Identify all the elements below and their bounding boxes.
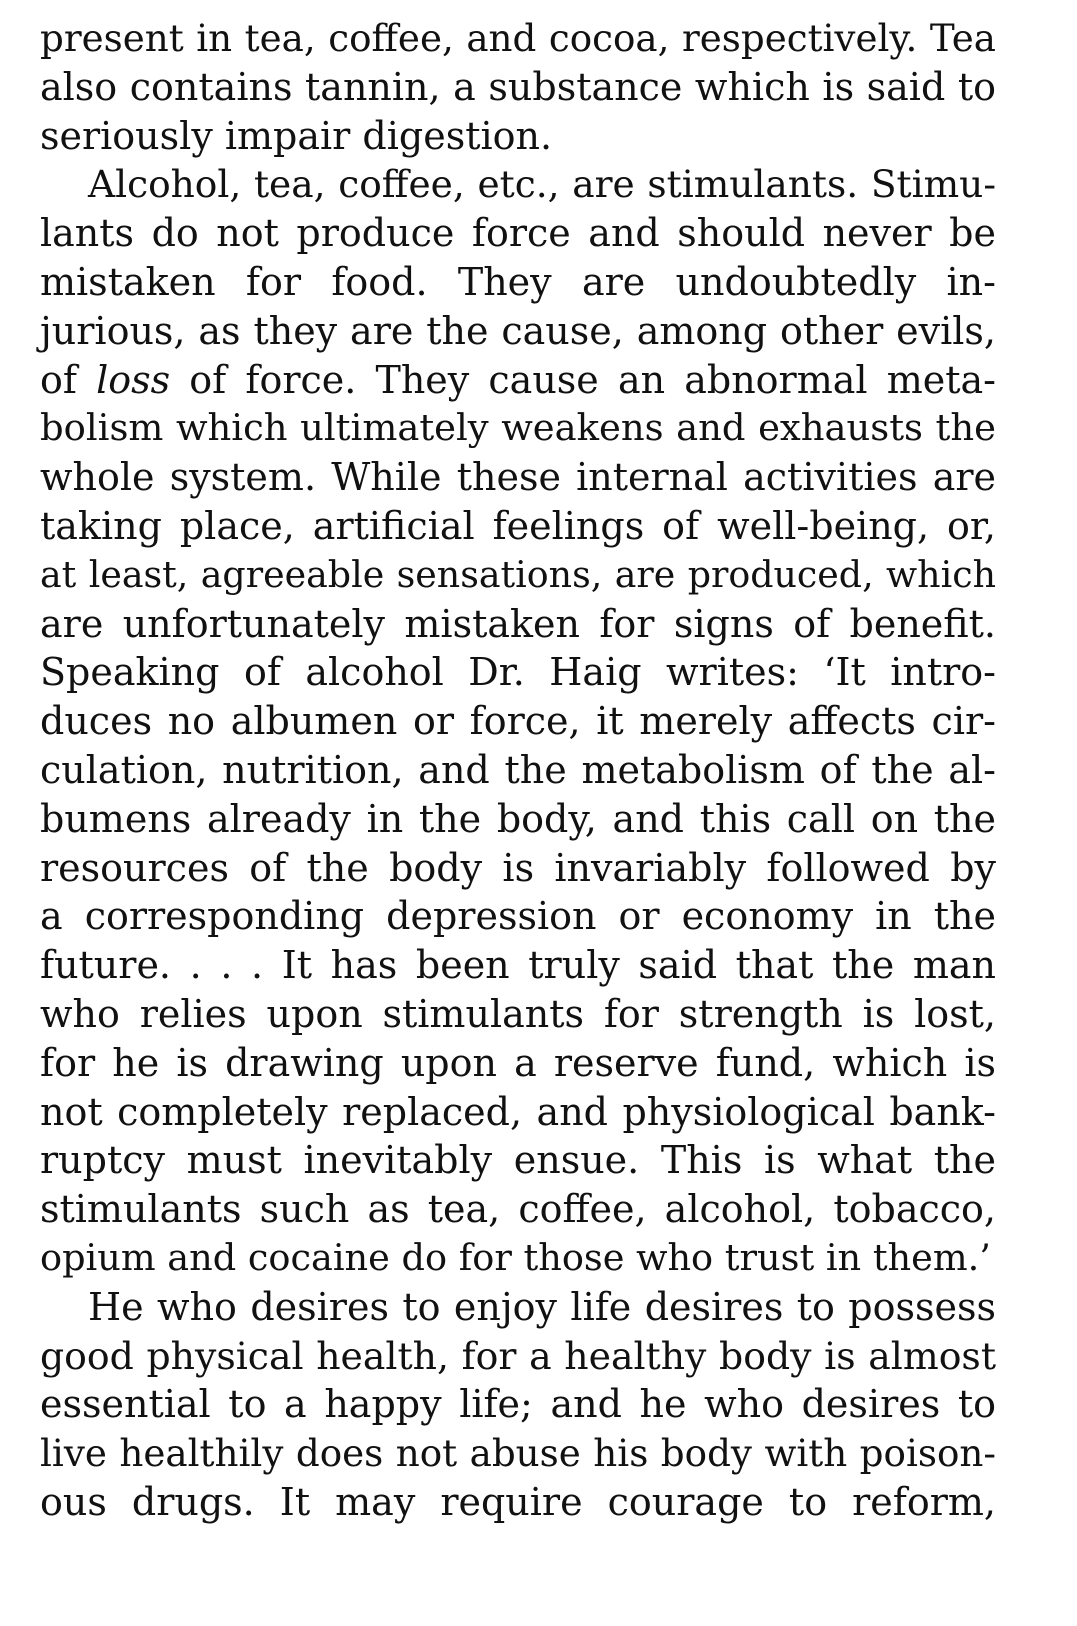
text-line: taking place, artificial feelings of well-being, or, [40,503,996,548]
text-line: ous drugs. It may require courage to reform, [40,1479,996,1524]
text-line: resources of the body is invariably followed by [40,845,996,890]
text-line: whole system. While these internal activities are [40,455,996,500]
text-fragment: of [40,357,97,402]
text-line: also contains tannin, a substance which is said to [40,64,996,109]
text-line: Alcohol, tea, coffee, etc., are stimulants. Stimu- [88,162,996,207]
text-line: essential to a happy life; and he who desires to [40,1382,996,1427]
text-line [40,356,996,405]
text-line: seriously impair digestion. [40,113,553,158]
text-line: duces no albumen or force, it merely affects cir- [40,699,996,744]
text-line: at least, agreeable sensations, are produced, which [40,552,996,596]
text-line: mistaken for food. They are undoubtedly in- [40,259,996,304]
text-line: a corresponding depression or economy in the [40,894,996,939]
text-line: bolism which ultimately weakens and exhausts the [40,406,996,450]
text-line: who relies upon stimulants for strength is lost, [40,991,996,1036]
text-line: for he is drawing upon a reserve fund, which is [40,1040,996,1085]
text-line: bumens already in the body, and this call on the [40,796,996,841]
body-text [40,14,996,1527]
text-line: opium and cocaine do for those who trust in them.’ [40,1235,991,1279]
emphasized-word: loss [96,357,171,402]
text-line: are unfortunately mistaken for signs of benefit. [40,601,996,646]
text-fragment: of force. They cause an abnormal meta- [170,357,996,402]
text-line: live healthily does not abuse his body with poison- [40,1431,996,1476]
text-line: He who desires to enjoy life desires to possess [88,1284,996,1329]
text-line: stimulants such as tea, coffee, alcohol, tobacco, [40,1187,996,1232]
text-line: present in tea, coffee, and cocoa, respectively. Tea [40,16,996,60]
text-line: good physical health, for a healthy body is almost [40,1333,996,1378]
text-line: ruptcy must inevitably ensue. This is what the [40,1138,996,1183]
text-line: not completely replaced, and physiological bank- [40,1089,996,1134]
text-line: Speaking of alcohol Dr. Haig writes: ‘It intro- [40,650,996,695]
text-line: jurious, as they are the cause, among other evils, [40,308,996,353]
text-line: future. . . . It has been truly said that the man [40,943,996,988]
text-line: culation, nutrition, and the metabolism of the al- [40,747,996,792]
text-line: lants do not produce force and should never be [40,211,996,256]
